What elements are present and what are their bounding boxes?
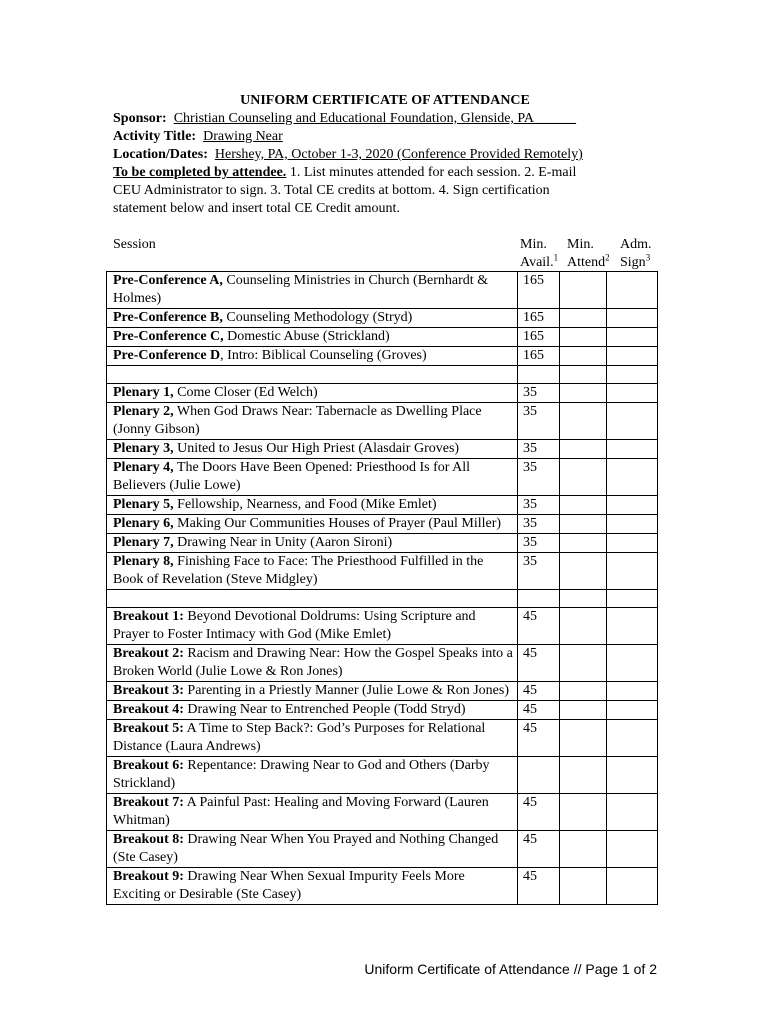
table-row <box>107 496 658 515</box>
adm-sign-cell[interactable] <box>607 553 658 590</box>
min-attend-cell[interactable] <box>560 590 607 608</box>
table-row <box>107 440 658 459</box>
sponsor-label: Sponsor: <box>113 111 167 126</box>
session-cell <box>107 720 518 757</box>
session-cell <box>107 403 518 440</box>
session-title: Parenting in a Priestly Manner (Julie Lowe & Ron Jones) <box>183 683 509 698</box>
table-row <box>107 272 658 309</box>
session-label: Pre-Conference C, <box>113 329 224 344</box>
adm-sign-cell[interactable] <box>607 701 658 720</box>
adm-sign-cell[interactable] <box>607 515 658 534</box>
session-title: A Time to Step Back?: God’s Purposes for Relational Distance (Laura Andrews) <box>113 721 486 754</box>
table-row <box>107 590 658 608</box>
document-header <box>113 110 653 218</box>
adm-sign-cell[interactable] <box>607 831 658 868</box>
table-row <box>107 608 658 645</box>
session-label: Breakout 7: <box>113 795 184 810</box>
table-row <box>107 720 658 757</box>
session-label: Plenary 7, <box>113 535 174 550</box>
document-title: UNIFORM CERTIFICATE OF ATTENDANCE <box>240 93 530 108</box>
min-attend-cell[interactable] <box>560 831 607 868</box>
min-attend-cell[interactable] <box>560 440 607 459</box>
session-title: Fellowship, Nearness, and Food (Mike Emlet) <box>173 497 437 512</box>
min-avail-cell <box>518 366 560 384</box>
instructions-text-1: 1. List minutes attended for each session. 2. E-mail <box>286 165 577 180</box>
session-label: Plenary 4, <box>113 460 174 475</box>
session-title: Beyond Devotional Doldrums: Using Scripture and Prayer to Foster Intimacy with God (Mike Emlet) <box>113 609 476 642</box>
session-cell <box>107 868 518 905</box>
adm-sign-cell[interactable] <box>607 366 658 384</box>
min-attend-cell[interactable] <box>560 309 607 328</box>
instructions-line-3: statement below and insert total CE Credit amount. <box>113 201 400 216</box>
session-cell <box>107 309 518 328</box>
column-header-min-avail-2: Avail.$^1$ <box>520 252 559 270</box>
session-cell <box>107 496 518 515</box>
table-row <box>107 831 658 868</box>
session-cell <box>107 272 518 309</box>
min-avail-cell: 45 <box>518 794 560 831</box>
column-header-adm-sign-2: Sign$^3$ <box>620 252 651 270</box>
session-cell <box>107 645 518 682</box>
table-row <box>107 794 658 831</box>
min-avail-cell: 45 <box>518 701 560 720</box>
adm-sign-cell[interactable] <box>607 496 658 515</box>
min-avail-cell: 35 <box>518 440 560 459</box>
min-avail-cell: 35 <box>518 496 560 515</box>
session-title: Finishing Face to Face: The Priesthood Fulfilled in the Book of Revelation (Steve Midgley) <box>113 554 484 587</box>
session-cell <box>107 328 518 347</box>
column-header-min-attend-1: Min. <box>567 237 594 252</box>
session-label: Pre-Conference B, <box>113 310 223 325</box>
location-line <box>113 146 653 164</box>
sponsor-line <box>113 110 653 128</box>
table-row <box>107 515 658 534</box>
table-row <box>107 328 658 347</box>
min-avail-cell: 35 <box>518 515 560 534</box>
min-avail-cell: 165 <box>518 272 560 309</box>
session-title: Drawing Near to Entrenched People (Todd Stryd) <box>183 702 466 717</box>
session-cell <box>107 831 518 868</box>
instructions-line-1 <box>113 164 653 182</box>
session-label: Plenary 2, <box>113 404 174 419</box>
session-cell <box>107 553 518 590</box>
table-row <box>107 347 658 366</box>
session-label: Pre-Conference A, <box>113 273 223 288</box>
min-avail-cell: 165 <box>518 347 560 366</box>
min-attend-cell[interactable] <box>560 272 607 309</box>
table-row <box>107 309 658 328</box>
min-avail-cell: 45 <box>518 868 560 905</box>
min-avail-cell: 45 <box>518 645 560 682</box>
session-label: Breakout 8: <box>113 832 184 847</box>
session-label: Plenary 6, <box>113 516 174 531</box>
session-title: A Painful Past: Healing and Moving Forward (Lauren Whitman) <box>113 795 489 828</box>
session-cell <box>107 701 518 720</box>
activity-value: Drawing Near <box>203 129 283 144</box>
column-header-min-avail-1: Min. <box>520 237 547 252</box>
min-avail-cell: 35 <box>518 403 560 440</box>
adm-sign-cell[interactable] <box>607 309 658 328</box>
adm-sign-cell[interactable] <box>607 682 658 701</box>
session-label: Breakout 3: <box>113 683 184 698</box>
min-attend-cell[interactable] <box>560 682 607 701</box>
min-avail-cell: 45 <box>518 831 560 868</box>
session-title: , Intro: Biblical Counseling (Groves) <box>220 348 427 363</box>
table-row <box>107 757 658 794</box>
min-avail-cell: 165 <box>518 328 560 347</box>
min-avail-cell <box>518 590 560 608</box>
attendance-table <box>106 271 658 905</box>
min-avail-cell: 45 <box>518 682 560 701</box>
table-row <box>107 403 658 440</box>
min-avail-cell: 35 <box>518 459 560 496</box>
table-row <box>107 645 658 682</box>
session-title: The Doors Have Been Opened: Priesthood Is for All Believers (Julie Lowe) <box>113 460 471 493</box>
session-cell <box>107 366 518 384</box>
column-header-min-attend-2: Attend$^2$ <box>567 252 610 270</box>
min-attend-cell[interactable] <box>560 608 607 645</box>
min-attend-cell[interactable] <box>560 534 607 553</box>
activity-line <box>113 128 653 146</box>
session-cell <box>107 384 518 403</box>
adm-sign-cell[interactable] <box>607 440 658 459</box>
session-title: Racism and Drawing Near: How the Gospel Speaks into a Broken World (Julie Lowe & Ron Jones) <box>113 646 513 679</box>
min-attend-cell[interactable] <box>560 794 607 831</box>
session-cell <box>107 347 518 366</box>
session-label: Plenary 5, <box>113 497 174 512</box>
session-cell <box>107 590 518 608</box>
min-avail-cell <box>518 757 560 794</box>
session-title: Making Our Communities Houses of Prayer (Paul Miller) <box>173 516 502 531</box>
session-title: Drawing Near When Sexual Impurity Feels More Exciting or Desirable (Ste Casey) <box>113 869 465 902</box>
min-attend-cell[interactable] <box>560 403 607 440</box>
session-cell <box>107 459 518 496</box>
session-label: Plenary 3, <box>113 441 174 456</box>
session-cell <box>107 794 518 831</box>
session-label: Breakout 6: <box>113 758 184 773</box>
adm-sign-cell[interactable] <box>607 608 658 645</box>
min-avail-cell: 35 <box>518 384 560 403</box>
min-attend-cell[interactable] <box>560 328 607 347</box>
session-title: United to Jesus Our High Priest (Alasdair Groves) <box>173 441 460 456</box>
session-title: When God Draws Near: Tabernacle as Dwelling Place (Jonny Gibson) <box>113 404 482 437</box>
session-cell <box>107 440 518 459</box>
min-attend-cell[interactable] <box>560 496 607 515</box>
session-label: Pre-Conference D <box>113 348 221 363</box>
table-row <box>107 701 658 720</box>
min-attend-cell[interactable] <box>560 553 607 590</box>
adm-sign-cell[interactable] <box>607 757 658 794</box>
column-header-session: Session <box>113 237 156 252</box>
session-cell <box>107 534 518 553</box>
adm-sign-cell[interactable] <box>607 868 658 905</box>
adm-sign-cell[interactable] <box>607 534 658 553</box>
min-avail-cell: 35 <box>518 534 560 553</box>
session-title: Drawing Near in Unity (Aaron Sironi) <box>173 535 393 550</box>
table-row <box>107 534 658 553</box>
sponsor-value: Christian Counseling and Educational Foundation, Glenside, PA______ <box>173 111 577 126</box>
session-label: Breakout 1: <box>113 609 184 624</box>
session-cell <box>107 682 518 701</box>
adm-sign-cell[interactable] <box>607 384 658 403</box>
min-attend-cell[interactable] <box>560 366 607 384</box>
table-row <box>107 384 658 403</box>
min-avail-cell: 165 <box>518 309 560 328</box>
adm-sign-cell[interactable] <box>607 645 658 682</box>
min-attend-cell[interactable] <box>560 384 607 403</box>
min-avail-cell: 45 <box>518 608 560 645</box>
location-label: Location/Dates: <box>113 147 208 162</box>
session-title: Repentance: Drawing Near to God and Others (Darby Strickland) <box>113 758 490 791</box>
min-attend-cell[interactable] <box>560 720 607 757</box>
session-label: Plenary 8, <box>113 554 174 569</box>
instructions-line-2: CEU Administrator to sign. 3. Total CE credits at bottom. 4. Sign certification <box>113 183 550 198</box>
min-avail-cell: 35 <box>518 553 560 590</box>
table-row <box>107 868 658 905</box>
location-value: Hershey, PA, October 1-3, 2020 (Conference Provided Remotely) <box>214 147 583 162</box>
session-label: Breakout 2: <box>113 646 184 661</box>
min-avail-cell: 45 <box>518 720 560 757</box>
session-cell <box>107 757 518 794</box>
min-attend-cell[interactable] <box>560 459 607 496</box>
session-title: Come Closer (Ed Welch) <box>173 385 318 400</box>
page-footer: Uniform Certificate of Attendance // Page 1 of 2 <box>364 961 657 977</box>
adm-sign-cell[interactable] <box>607 459 658 496</box>
column-header-adm-sign-1: Adm. <box>620 237 652 252</box>
table-row <box>107 366 658 384</box>
adm-sign-cell[interactable] <box>607 403 658 440</box>
adm-sign-cell[interactable] <box>607 272 658 309</box>
table-row <box>107 682 658 701</box>
min-attend-cell[interactable] <box>560 701 607 720</box>
min-attend-cell[interactable] <box>560 515 607 534</box>
min-attend-cell[interactable] <box>560 757 607 794</box>
session-label: Breakout 5: <box>113 721 184 736</box>
session-label: Plenary 1, <box>113 385 174 400</box>
session-title: Counseling Methodology (Stryd) <box>222 310 413 325</box>
session-cell <box>107 515 518 534</box>
session-title: Counseling Ministries in Church (Bernhardt & Holmes) <box>113 273 489 306</box>
adm-sign-cell[interactable] <box>607 347 658 366</box>
table-row <box>107 553 658 590</box>
activity-label: Activity Title: <box>113 129 197 144</box>
adm-sign-cell[interactable] <box>607 328 658 347</box>
session-title: Drawing Near When You Prayed and Nothing Changed (Ste Casey) <box>113 832 499 865</box>
adm-sign-cell[interactable] <box>607 590 658 608</box>
min-attend-cell[interactable] <box>560 645 607 682</box>
session-title: Domestic Abuse (Strickland) <box>223 329 390 344</box>
min-attend-cell[interactable] <box>560 868 607 905</box>
min-attend-cell[interactable] <box>560 347 607 366</box>
table-row <box>107 459 658 496</box>
adm-sign-cell[interactable] <box>607 794 658 831</box>
adm-sign-cell[interactable] <box>607 720 658 757</box>
session-label: Breakout 4: <box>113 702 184 717</box>
session-cell <box>107 608 518 645</box>
instructions-label: To be completed by attendee. <box>113 165 287 180</box>
session-label: Breakout 9: <box>113 869 184 884</box>
